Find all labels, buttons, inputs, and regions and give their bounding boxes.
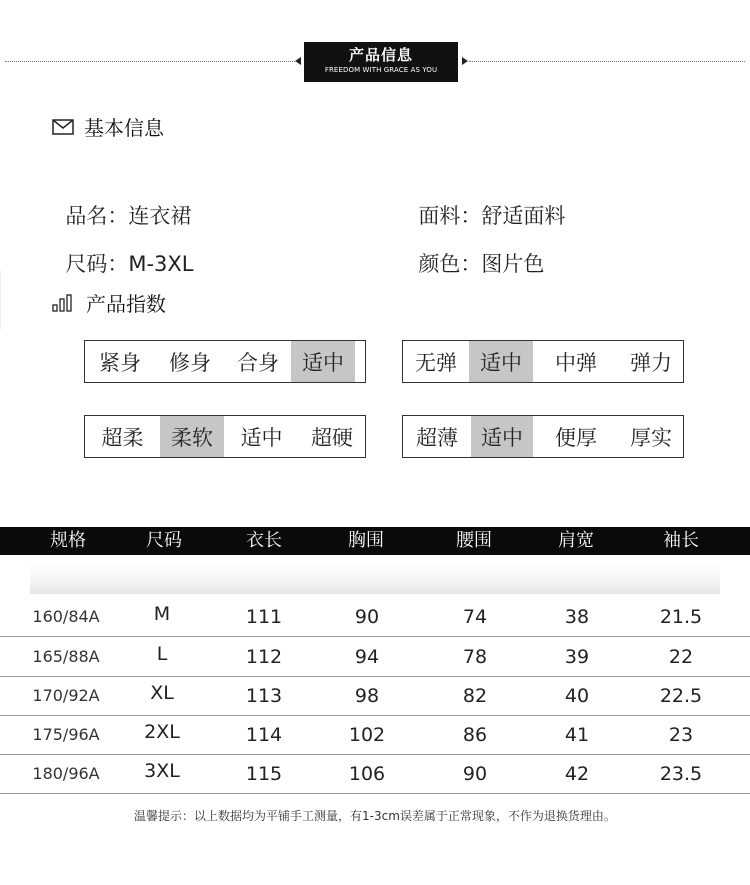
info-size [52, 224, 194, 278]
column-header-sleeve: 袖长 [663, 530, 699, 551]
scale-option [85, 416, 160, 457]
info-value: 图片色 [481, 252, 545, 276]
table-cell: 90 [354, 606, 380, 628]
product-info-banner [304, 42, 458, 82]
option-label: 合身 [237, 350, 279, 375]
option-label: 厚实 [630, 425, 672, 450]
table-cell: 175/96A [32, 725, 100, 744]
header-arrow-left [295, 57, 301, 65]
scale-option [224, 416, 299, 457]
softness-scale [84, 415, 366, 458]
info-color [405, 224, 544, 278]
column-header-waist: 腰围 [456, 530, 492, 551]
column-header-length: 衣长 [246, 530, 282, 551]
table-row [0, 676, 750, 716]
option-label: 适中 [302, 350, 344, 375]
size-table-header [0, 527, 750, 555]
table-cell: 115 [245, 763, 283, 785]
table-cell: 22.5 [659, 685, 703, 707]
table-cell: M [153, 603, 171, 625]
table-cell: 23.5 [659, 763, 703, 785]
header-dotted-line-left [5, 61, 295, 62]
table-cell: 98 [354, 685, 380, 707]
info-value: 连衣裙 [128, 204, 192, 228]
scale-option [85, 341, 155, 382]
banner-title: 产品信息 [348, 46, 413, 64]
option-label: 便厚 [555, 425, 597, 450]
column-header-size: 尺码 [146, 530, 182, 551]
table-cell: 82 [462, 685, 488, 707]
table-row [0, 754, 750, 794]
info-label: 颜色： [418, 252, 482, 276]
table-row [0, 637, 750, 677]
info-name [52, 176, 191, 230]
banner-subtitle: FREEDOM WITH GRACE AS YOU [324, 66, 438, 74]
option-label: 弹力 [630, 350, 672, 375]
table-cell: 106 [348, 763, 386, 785]
table-cell: 94 [354, 646, 380, 668]
scale-option [403, 416, 471, 457]
option-label: 适中 [240, 425, 283, 450]
table-cell: 114 [245, 724, 283, 746]
product-index-title: 产品指数 [86, 292, 166, 316]
fit-scale [84, 340, 366, 383]
info-label: 尺码： [65, 252, 129, 276]
table-cell: 113 [245, 685, 283, 707]
envelope-icon [52, 119, 74, 135]
table-header-shadow [30, 564, 720, 594]
scale-option [225, 341, 291, 382]
scale-option [403, 341, 469, 382]
table-cell: 102 [348, 724, 386, 746]
table-cell: 3XL [144, 760, 180, 782]
table-cell: 111 [245, 606, 283, 628]
thickness-scale [402, 415, 684, 458]
option-label: 适中 [481, 425, 523, 450]
table-cell: XL [150, 682, 174, 704]
scale-option-selected [471, 416, 533, 457]
info-value: M-3XL [128, 252, 194, 276]
header-dotted-line-right [469, 61, 745, 62]
info-label: 面料： [418, 204, 482, 228]
table-row [0, 715, 750, 755]
option-label: 无弹 [415, 350, 457, 375]
scale-option [619, 416, 683, 457]
table-cell: 23 [668, 724, 694, 746]
option-label: 柔软 [171, 425, 213, 450]
scale-option [299, 416, 365, 457]
basic-info-title: 基本信息 [84, 116, 164, 140]
measurement-note: 温馨提示：以上数据均为平铺手工测量，有1-3cm误差属于正常现象，不作为退换货理由。 [134, 809, 616, 823]
table-cell: 180/96A [32, 764, 100, 783]
table-cell: 112 [245, 646, 283, 668]
table-cell: 160/84A [32, 607, 100, 626]
header-arrow-right [462, 57, 468, 65]
table-cell: 90 [462, 763, 488, 785]
column-header-spec: 规格 [50, 530, 86, 551]
edge-mark [0, 270, 19, 330]
table-cell: 86 [462, 724, 488, 746]
product-index-heading [52, 288, 166, 317]
info-label: 品名： [65, 204, 129, 228]
table-cell: 170/92A [32, 686, 100, 705]
scale-option [533, 416, 619, 457]
option-label: 适中 [480, 350, 522, 375]
scale-option-selected [291, 341, 355, 382]
basic-info-heading [52, 112, 164, 141]
table-cell: 39 [564, 646, 590, 668]
table-cell: 2XL [144, 721, 180, 743]
table-row [0, 597, 750, 637]
table-cell: 21.5 [659, 606, 703, 628]
table-cell: 38 [564, 606, 590, 628]
table-cell: 78 [462, 646, 488, 668]
table-cell: L [156, 643, 168, 665]
table-cell: 165/88A [32, 647, 100, 666]
table-cell: 41 [564, 724, 590, 746]
info-fabric [405, 176, 565, 230]
scale-option-selected [160, 416, 224, 457]
column-header-shoulder: 肩宽 [558, 530, 594, 551]
option-label: 紧身 [99, 350, 141, 375]
scale-option [155, 341, 225, 382]
table-cell: 22 [668, 646, 694, 668]
option-label: 修身 [169, 350, 211, 375]
option-label: 超薄 [416, 425, 458, 450]
option-label: 中弹 [555, 350, 597, 375]
scale-option [533, 341, 619, 382]
scale-option [619, 341, 683, 382]
option-label: 超柔 [101, 425, 144, 450]
elasticity-scale [402, 340, 684, 383]
table-cell: 40 [564, 685, 590, 707]
info-value: 舒适面料 [481, 204, 566, 228]
option-label: 超硬 [311, 425, 353, 450]
table-cell: 42 [564, 763, 590, 785]
column-header-bust: 胸围 [348, 530, 384, 551]
table-cell: 74 [462, 606, 488, 628]
scale-option-selected [469, 341, 533, 382]
bar-chart-icon [52, 294, 76, 312]
